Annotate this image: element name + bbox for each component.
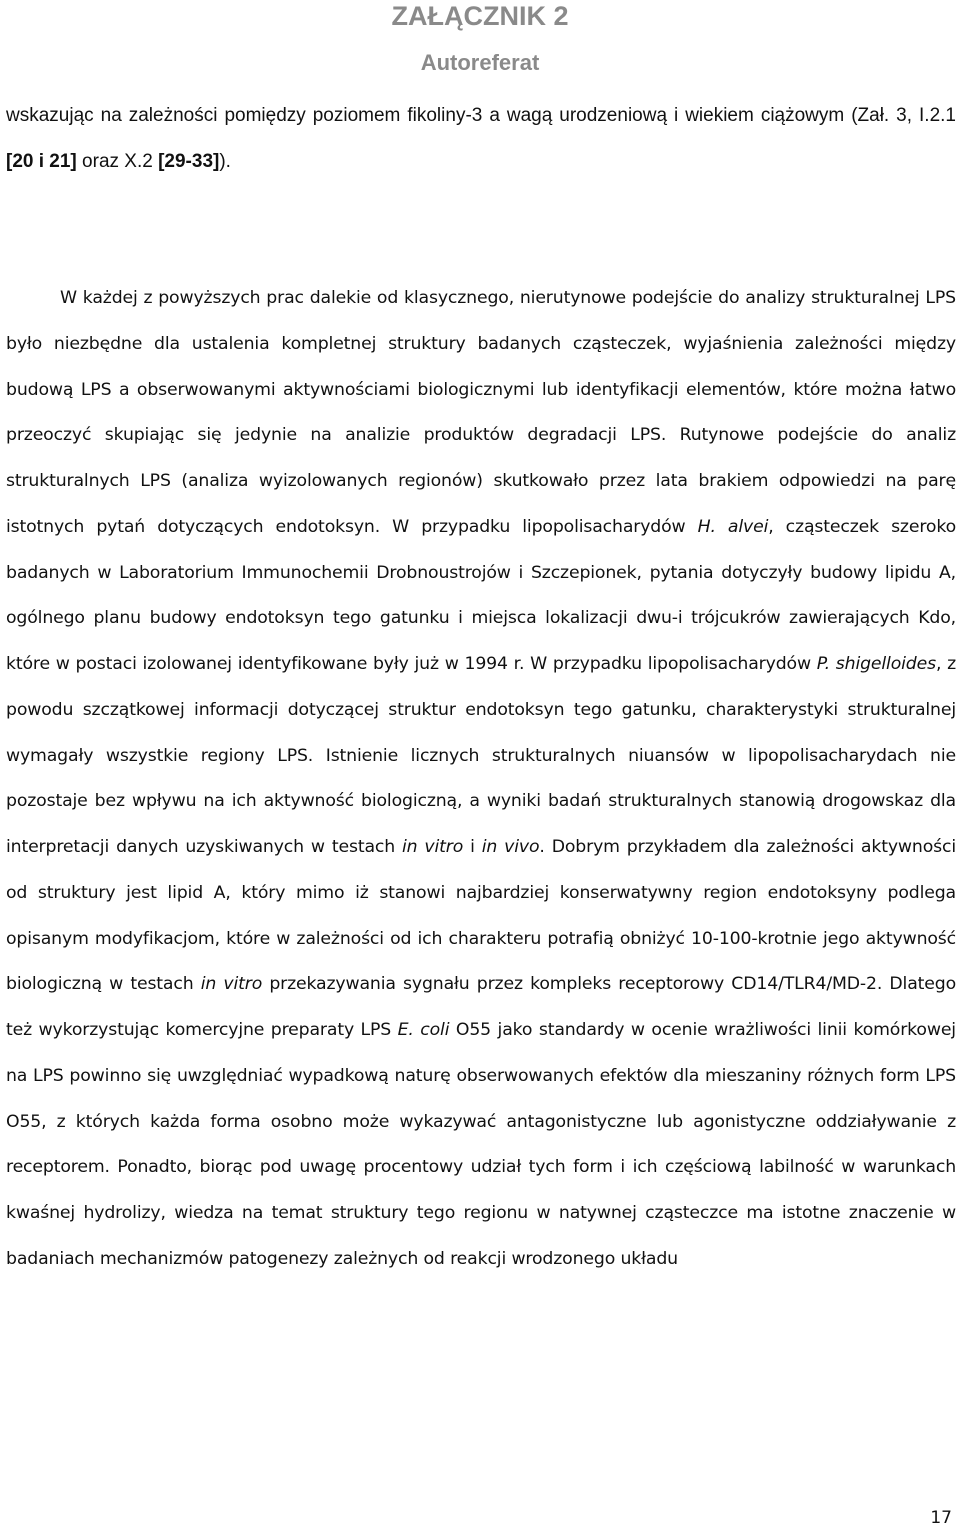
text-run: wskazując na zależności pomiędzy poziomem fikoliny-3 a wagą urodzeniową i wiekiem ciążowym (Zał. 3, I.2.1 (6, 105, 956, 126)
italic-term: in vitro (200, 974, 263, 995)
italic-term: in vitro (402, 837, 464, 857)
species-name: P. shigelloides (816, 654, 936, 674)
text-run: W każdej z powyższych prac dalekie od klasycznego, nierutynowe podejście do analizy strukturalnej LPS było niezbędne dla ustalenia kompletnej struktury badanych cząsteczek, wyjaśnienia zależności między budową LPS a obserwowanymi aktywnościami biologicznymi lub identyfikacji elementów, które można łatwo przeoczyć skupiając się jedynie na analizie produktów degradacji LPS. Rutynowe podejście do analiz strukturalnych LPS (analiza wyizolowanych regionów) skutkowało przez lata brakiem odpowiedzi na parę istotnych pytań dotyczących endotoksyn. W przypadku lipopolisacharydów (6, 288, 956, 537)
page-number: 17 (930, 1508, 952, 1528)
text-run: przekazywania sygnału przez kompleks receptorowy CD14/TLR4/MD-2. Dlatego też wykorzystując komercyjne preparaty LPS (6, 974, 956, 1040)
header-title: ZAŁĄCZNIK 2 (391, 1, 569, 31)
text-run: , cząsteczek szeroko badanych w Laboratorium Immunochemii Drobnoustrojów i Szczepionek, pytania dotyczyły budowy lipidu A, ogólnego planu budowy endotoksyn tego gatunku i miejsca lokalizacji dwu-i trójcukrów zawierających Kdo, które w postaci izolowanej identyfikowane były już w 1994 r. W przypadku lipopolisacharydów (6, 516, 956, 674)
text-run: , z powodu szczątkowej informacji dotyczącej struktur endotoksyn tego gatunku, charakterystyki strukturalnej wymagały wszystkie regiony LPS. Istnienie licznych strukturalnych niuansów w lipopolisacharydach nie pozostaje bez wpływu na ich aktywność biologiczną, a wyniki badań strukturalnych stanowią drogowskaz dla interpretacji danych uzyskiwanych w testach (6, 654, 957, 857)
reference-bold: [20 i 21] (6, 150, 77, 172)
text-run: ). (219, 150, 231, 172)
text-run: i (463, 837, 482, 857)
species-name: E. coli (397, 1020, 450, 1040)
text-run: oraz X.2 (76, 150, 159, 172)
header-subtitle: Autoreferat (420, 50, 540, 75)
paragraph-continuation (6, 93, 956, 184)
reference-bold: [29-33] (158, 150, 220, 172)
italic-term: in vivo (481, 837, 540, 857)
text-run: . Dobrym przykładem dla zależności aktywności od struktury jest lipid A, który mimo iż stanowi najbardziej konserwatywny region endotoksyny podlega opisanym modyfikacjom, które w zależności od ich charakteru potrafią obniżyć 10-100-krotnie jego aktywność biologiczną w testach (6, 837, 956, 995)
species-name: H. alvei (697, 516, 769, 537)
paragraph-main (6, 276, 956, 1283)
text-run: O55 jako standardy w ocenie wrażliwości linii komórkowej na LPS powinno się uwzględniać wypadkową naturę obserwowanych efektów dla mieszaniny różnych form LPS O55, z których każda forma osobno może wykazywać antagonistyczne lub agonistyczne oddziaływanie z receptorem. Ponadto, biorąc pod uwagę procentowy udział tych form i ich częściową labilność w warunkach kwaśnej hydrolizy, wiedza na temat struktury tego regionu w natywnej cząsteczce ma istotne znaczenie w badaniach mechanizmów patogenezy zależnych od reakcji wrodzonego układu (6, 1020, 956, 1269)
